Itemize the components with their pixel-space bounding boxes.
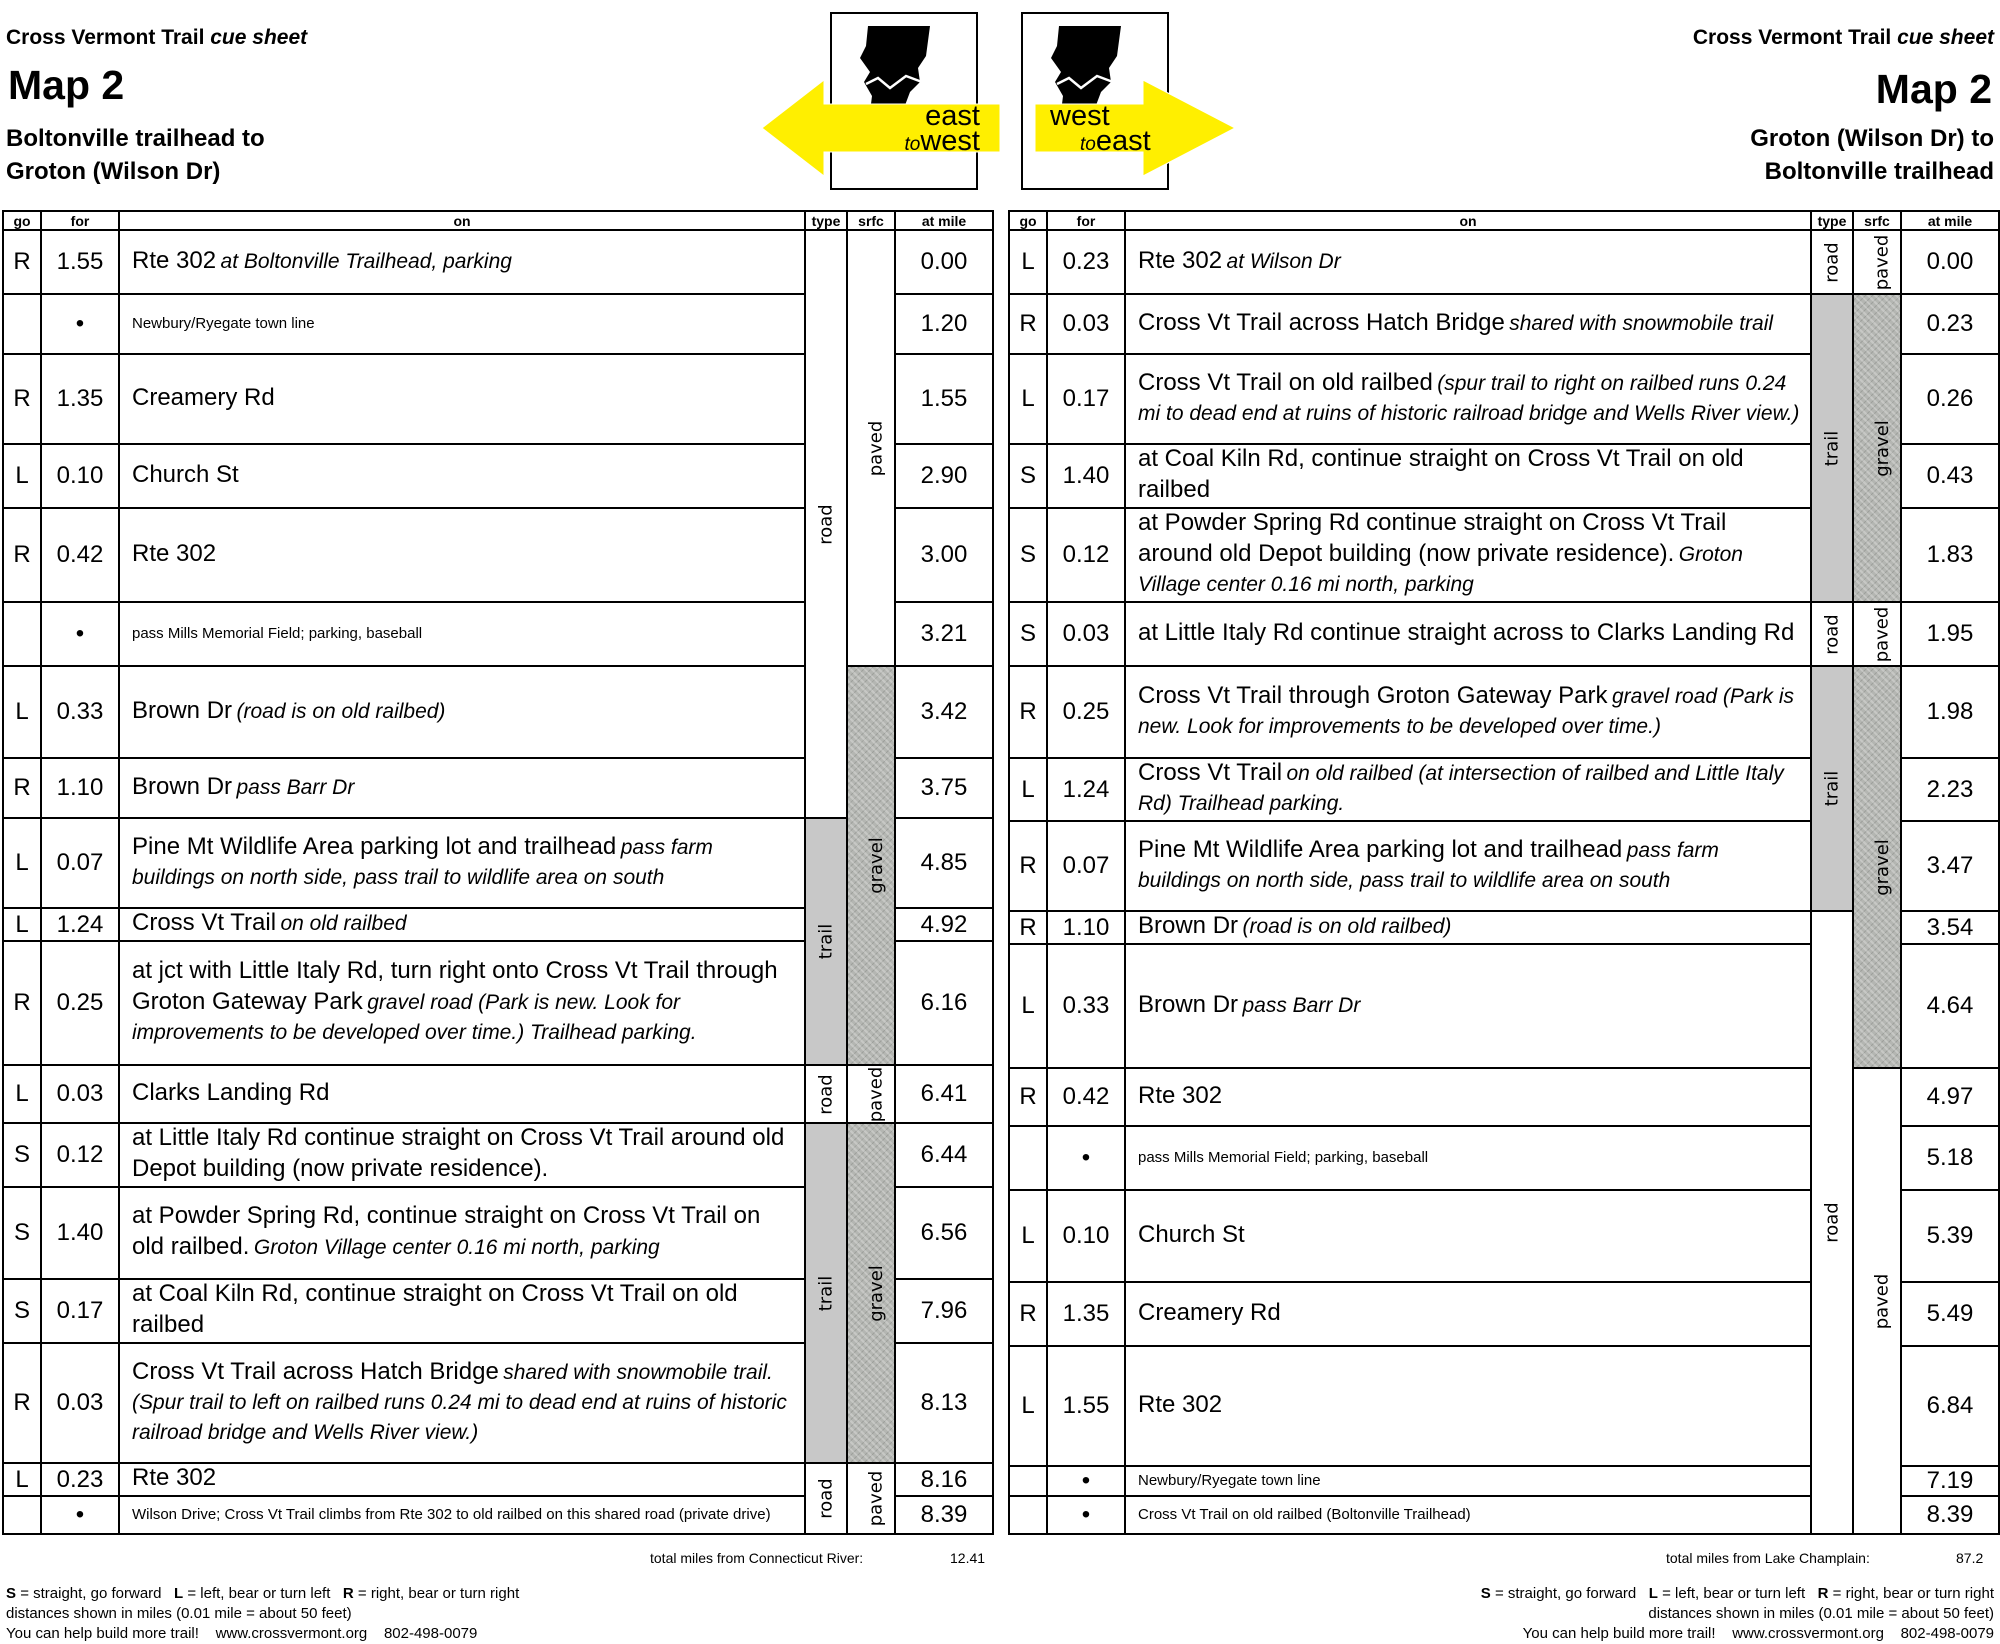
mile-cell: 1.95 (1901, 602, 1999, 666)
mile-cell: 6.56 (895, 1187, 993, 1279)
for-cell: 1.10 (1047, 911, 1125, 944)
left-subtitle: Boltonville trailhead to Groton (Wilson Dr) (6, 125, 265, 185)
for-cell: 1.55 (1047, 1346, 1125, 1466)
srfc-paved: paved (847, 230, 895, 666)
on-cell: at Coal Kiln Rd, continue straight on Cross Vt Trail on old railbed (119, 1279, 805, 1343)
right-subtitle: Groton (Wilson Dr) to Boltonville trailhead (1750, 125, 1994, 185)
go-cell: L (3, 1065, 41, 1123)
on-cell: Newbury/Ryegate town line (1125, 1466, 1811, 1496)
for-cell: 0.07 (41, 818, 119, 908)
on-cell: Church St (1125, 1190, 1811, 1282)
type-trail: trail (805, 1123, 847, 1463)
mile-cell: 4.97 (1901, 1068, 1999, 1126)
type-trail: trail (805, 818, 847, 1065)
srfc-gravel: gravel (847, 666, 895, 1065)
for-cell: 0.10 (1047, 1190, 1125, 1282)
left-cue-table (2, 210, 994, 1535)
left-total-value: 12.41 (950, 1550, 986, 1566)
mile-cell: 5.39 (1901, 1190, 1999, 1282)
for-cell: 0.25 (1047, 666, 1125, 758)
col-srfc: srfc (847, 211, 895, 230)
go-cell (3, 1496, 41, 1534)
for-cell: • (1047, 1126, 1125, 1190)
on-cell: Creamery Rd (119, 354, 805, 444)
right-cue-table (1008, 210, 2000, 1535)
mile-cell: 2.23 (1901, 758, 1999, 821)
left-total-label: total miles from Connecticut River: (650, 1550, 864, 1566)
on-cell: Cross Vt Trail on old railbed (spur trail to right on railbed runs 0.24 mi to dead end at ruins of historic railroad bridge and Wells River view.) (1125, 354, 1811, 444)
for-cell: 1.24 (1047, 758, 1125, 821)
on-cell: Pine Mt Wildlife Area parking lot and trailhead pass farm buildings on north side, pass trail to wildlife area on south (119, 818, 805, 908)
for-cell: 0.07 (1047, 821, 1125, 911)
mile-cell: 5.49 (1901, 1282, 1999, 1346)
srfc-paved: paved (1853, 1068, 1901, 1534)
for-cell: • (41, 602, 119, 666)
srfc-paved: paved (1853, 230, 1901, 294)
table-row (3, 818, 993, 908)
west-to-east-logo-text: west toeast (1050, 100, 1151, 157)
mile-cell: 0.26 (1901, 354, 1999, 444)
on-cell: Rte 302 (119, 1463, 805, 1496)
go-cell: L (3, 1463, 41, 1496)
go-cell: L (1009, 230, 1047, 294)
go-cell: R (1009, 911, 1047, 944)
mile-cell: 0.00 (895, 230, 993, 294)
for-cell: 0.12 (41, 1123, 119, 1187)
go-cell (3, 602, 41, 666)
type-road: road (805, 1463, 847, 1534)
mile-cell: 0.23 (1901, 294, 1999, 354)
type-road: road (1811, 911, 1853, 1534)
for-cell: 1.40 (1047, 444, 1125, 508)
type-trail: trail (1811, 666, 1853, 911)
type-road: road (1811, 602, 1853, 666)
for-cell: 0.25 (41, 941, 119, 1065)
table-row (3, 230, 993, 294)
go-cell (1009, 1466, 1047, 1496)
mile-cell: 6.41 (895, 1065, 993, 1123)
on-cell: Pine Mt Wildlife Area parking lot and trailhead pass farm buildings on north side, pass trail to wildlife area on south (1125, 821, 1811, 911)
col-type: type (805, 211, 847, 230)
table-header-row (3, 211, 993, 230)
on-cell: Rte 302 (1125, 1346, 1811, 1466)
col-on: on (1125, 211, 1811, 230)
mile-cell: 1.83 (1901, 508, 1999, 602)
type-trail: trail (1811, 294, 1853, 602)
for-cell: • (1047, 1466, 1125, 1496)
mile-cell: 2.90 (895, 444, 993, 508)
go-cell: S (3, 1187, 41, 1279)
go-cell: S (1009, 444, 1047, 508)
on-cell: Church St (119, 444, 805, 508)
mile-cell: 1.98 (1901, 666, 1999, 758)
right-total-value: 87.2 (1956, 1550, 1984, 1566)
type-road: road (1811, 230, 1853, 294)
go-cell: L (3, 818, 41, 908)
go-cell: R (3, 941, 41, 1065)
left-header-title: Cross Vermont Trail cue sheet (6, 26, 308, 49)
mile-cell: 3.54 (1901, 911, 1999, 944)
for-cell: 0.23 (41, 1463, 119, 1496)
col-go: go (1009, 211, 1047, 230)
on-cell: at Powder Spring Rd continue straight on Cross Vt Trail around old Depot building (now private residence). Groton Village center 0.16 mi north, parking (1125, 508, 1811, 602)
go-cell: S (1009, 602, 1047, 666)
table-row (1009, 911, 1999, 944)
mile-cell: 8.39 (1901, 1496, 1999, 1534)
go-cell: S (1009, 508, 1047, 602)
right-legend: S = straight, go forward L = left, bear or turn left R = right, bear or turn right distances shown in miles (0.01 mile = about 50 feet) You can help build more trail! www.crossvermont.org 802-498-0079 (1480, 1585, 1994, 1642)
col-mile: at mile (895, 211, 993, 230)
go-cell: R (3, 758, 41, 818)
go-cell: R (1009, 294, 1047, 354)
for-cell: 0.03 (1047, 602, 1125, 666)
mile-cell: 0.00 (1901, 230, 1999, 294)
on-cell: Cross Vt Trail on old railbed (at intersection of railbed and Little Italy Rd) Trailhead parking. (1125, 758, 1811, 821)
mile-cell: 3.21 (895, 602, 993, 666)
for-cell: 1.35 (1047, 1282, 1125, 1346)
on-cell: Wilson Drive; Cross Vt Trail climbs from Rte 302 to old railbed on this shared road (private drive) (119, 1496, 805, 1534)
col-type: type (1811, 211, 1853, 230)
srfc-gravel: gravel (1853, 294, 1901, 602)
mile-cell: 4.85 (895, 818, 993, 908)
mile-cell: 5.18 (1901, 1126, 1999, 1190)
on-cell: Brown Dr (road is on old railbed) (1125, 911, 1811, 944)
on-cell: Creamery Rd (1125, 1282, 1811, 1346)
for-cell: 0.10 (41, 444, 119, 508)
go-cell: L (1009, 1190, 1047, 1282)
col-mile: at mile (1901, 211, 1999, 230)
go-cell: S (3, 1279, 41, 1343)
mile-cell: 3.75 (895, 758, 993, 818)
on-cell: Newbury/Ryegate town line (119, 294, 805, 354)
for-cell: 0.03 (1047, 294, 1125, 354)
table-row (3, 1065, 993, 1123)
mile-cell: 8.39 (895, 1496, 993, 1534)
srfc-paved: paved (847, 1463, 895, 1534)
mile-cell: 7.19 (1901, 1466, 1999, 1496)
mile-cell: 1.20 (895, 294, 993, 354)
go-cell: R (3, 354, 41, 444)
mile-cell: 4.92 (895, 908, 993, 941)
go-cell: L (1009, 758, 1047, 821)
for-cell: 0.42 (1047, 1068, 1125, 1126)
table-row (3, 1463, 993, 1496)
col-on: on (119, 211, 805, 230)
for-cell: 0.17 (1047, 354, 1125, 444)
type-road: road (805, 230, 847, 818)
srfc-paved: paved (847, 1065, 895, 1123)
mile-cell: 6.84 (1901, 1346, 1999, 1466)
srfc-gravel: gravel (1853, 666, 1901, 1068)
mile-cell: 3.00 (895, 508, 993, 602)
col-for: for (41, 211, 119, 230)
on-cell: Rte 302 (1125, 1068, 1811, 1126)
table-row (1009, 602, 1999, 666)
on-cell: Clarks Landing Rd (119, 1065, 805, 1123)
for-cell: • (41, 294, 119, 354)
on-cell: Cross Vt Trail through Groton Gateway Park gravel road (Park is new. Look for improvements to be developed over time.) (1125, 666, 1811, 758)
on-cell: Cross Vt Trail on old railbed (119, 908, 805, 941)
for-cell: • (41, 1496, 119, 1534)
col-for: for (1047, 211, 1125, 230)
for-cell: 0.33 (41, 666, 119, 758)
go-cell: R (1009, 666, 1047, 758)
mile-cell: 8.16 (895, 1463, 993, 1496)
go-cell (3, 294, 41, 354)
go-cell: R (1009, 1068, 1047, 1126)
right-total-label: total miles from Lake Champlain: (1666, 1550, 1870, 1566)
go-cell: S (3, 1123, 41, 1187)
go-cell: L (3, 444, 41, 508)
go-cell: L (3, 666, 41, 758)
go-cell: R (3, 508, 41, 602)
go-cell: R (1009, 1282, 1047, 1346)
mile-cell: 8.13 (895, 1343, 993, 1463)
go-cell: L (1009, 354, 1047, 444)
on-cell: pass Mills Memorial Field; parking, baseball (119, 602, 805, 666)
go-cell: R (3, 1343, 41, 1463)
for-cell: 1.55 (41, 230, 119, 294)
on-cell: Brown Dr (road is on old railbed) (119, 666, 805, 758)
for-cell: 0.17 (41, 1279, 119, 1343)
for-cell: 0.23 (1047, 230, 1125, 294)
mile-cell: 6.44 (895, 1123, 993, 1187)
on-cell: Cross Vt Trail across Hatch Bridge shared with snowmobile trail (1125, 294, 1811, 354)
on-cell: at Little Italy Rd continue straight on Cross Vt Trail around old Depot building (now private residence). (119, 1123, 805, 1187)
left-legend: S = straight, go forward L = left, bear or turn left R = right, bear or turn right distances shown in miles (0.01 mile = about 50 feet) You can help build more trail! www.crossvermont.org 802-498-0079 (6, 1585, 520, 1642)
srfc-paved: paved (1853, 602, 1901, 666)
for-cell: 1.24 (41, 908, 119, 941)
on-cell: Rte 302 (119, 508, 805, 602)
for-cell: 1.35 (41, 354, 119, 444)
east-to-west-logo-text: east towest (904, 100, 980, 157)
on-cell: Rte 302 at Boltonville Trailhead, parking (119, 230, 805, 294)
on-cell: pass Mills Memorial Field; parking, baseball (1125, 1126, 1811, 1190)
go-cell: R (3, 230, 41, 294)
table-row (1009, 666, 1999, 758)
right-map-title: Map 2 (1875, 66, 1992, 112)
go-cell: L (1009, 1346, 1047, 1466)
table-row (3, 1123, 993, 1187)
srfc-gravel: gravel (847, 1123, 895, 1463)
go-cell: R (1009, 821, 1047, 911)
on-cell: at Little Italy Rd continue straight across to Clarks Landing Rd (1125, 602, 1811, 666)
go-cell (1009, 1496, 1047, 1534)
mile-cell: 0.43 (1901, 444, 1999, 508)
table-row (1009, 230, 1999, 294)
on-cell: at Powder Spring Rd, continue straight on Cross Vt Trail on old railbed. Groton Village center 0.16 mi north, parking (119, 1187, 805, 1279)
on-cell: Brown Dr pass Barr Dr (119, 758, 805, 818)
table-row (1009, 294, 1999, 354)
type-road: road (805, 1065, 847, 1123)
for-cell: 1.10 (41, 758, 119, 818)
for-cell: 0.12 (1047, 508, 1125, 602)
for-cell: 0.33 (1047, 944, 1125, 1068)
mile-cell: 7.96 (895, 1279, 993, 1343)
mile-cell: 1.55 (895, 354, 993, 444)
col-go: go (3, 211, 41, 230)
for-cell: 0.03 (41, 1343, 119, 1463)
table-header-row (1009, 211, 1999, 230)
for-cell: 0.42 (41, 508, 119, 602)
on-cell: Cross Vt Trail across Hatch Bridge shared with snowmobile trail. (Spur trail to left on railbed runs 0.24 mi to dead end at ruins of historic railroad bridge and Wells River view.) (119, 1343, 805, 1463)
left-map-title: Map 2 (8, 62, 125, 108)
go-cell (1009, 1126, 1047, 1190)
for-cell: 1.40 (41, 1187, 119, 1279)
mile-cell: 3.42 (895, 666, 993, 758)
on-cell: Brown Dr pass Barr Dr (1125, 944, 1811, 1068)
go-cell: L (3, 908, 41, 941)
right-header-title: Cross Vermont Trail cue sheet (1692, 26, 1994, 49)
on-cell: at jct with Little Italy Rd, turn right onto Cross Vt Trail through Groton Gateway Park gravel road (Park is new. Look for improvements to be developed over time.) Trailhead parking. (119, 941, 805, 1065)
for-cell: • (1047, 1496, 1125, 1534)
on-cell: Rte 302 at Wilson Dr (1125, 230, 1811, 294)
mile-cell: 6.16 (895, 941, 993, 1065)
for-cell: 0.03 (41, 1065, 119, 1123)
mile-cell: 3.47 (1901, 821, 1999, 911)
go-cell: L (1009, 944, 1047, 1068)
on-cell: Cross Vt Trail on old railbed (Boltonville Trailhead) (1125, 1496, 1811, 1534)
col-srfc: srfc (1853, 211, 1901, 230)
mile-cell: 4.64 (1901, 944, 1999, 1068)
on-cell: at Coal Kiln Rd, continue straight on Cross Vt Trail on old railbed (1125, 444, 1811, 508)
